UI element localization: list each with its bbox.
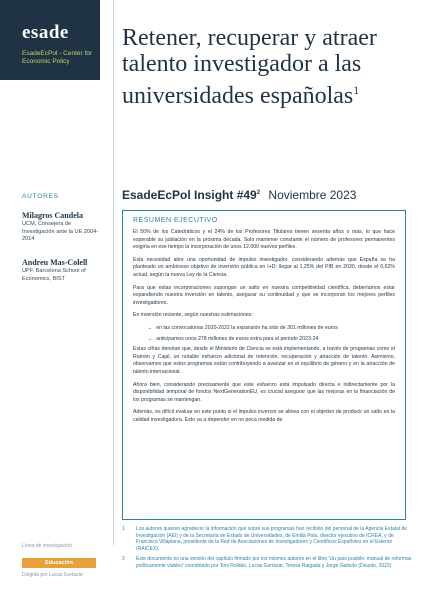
bullet-text: en las convocatorias 2020-2022 la expansión ha sido de 301 millones de euros [156, 324, 338, 331]
category-badge[interactable]: Educación [22, 558, 96, 568]
summary-paragraph: Estas cifras denotan que, desde el Ministerio de Ciencia se está implementando, a través de programas como el Ramón y Cajal, un notable esfuerzo adicional de retención, recuperación y atracción de talento. Asimismo, observamos que estos programas están contribuyendo a avanzar en el equilibrio de género y en la atracción de talento internacional. [133, 346, 395, 375]
summary-paragraph: Para que estas incorporaciones supongan un salto en nuestra competitividad científica, deberíamos estar expandiendo nuestra inversión en talento, asegurar su continuidad y que se incorporan los mejores perfiles investigadores. [133, 284, 395, 306]
author-item [22, 258, 100, 283]
author-name: Andreu Mas-Colell [22, 258, 88, 267]
publication-date: Noviembre 2023 [268, 188, 357, 202]
arrow-icon: → [147, 324, 153, 331]
series-name: EsadeEcPol Insight #49 [122, 188, 257, 202]
summary-bullet [133, 336, 395, 344]
summary-bullet [133, 325, 395, 333]
footnotes [122, 526, 412, 574]
author-item [22, 211, 100, 244]
series-line [122, 188, 412, 202]
summary-paragraph: Esta necesidad abre una oportunidad de impulso investigador, considerando además que España se ha planteado un ambicioso objetivo de inversión pública en I+D: llegar al 1,25% del PIB en 2030, desde el 0,62% actual, según la nueva Ley de la Ciencia. [133, 256, 395, 278]
footnote [122, 556, 412, 569]
summary-paragraph: Ahora bien, considerando precisamente que este esfuerzo está impulsado directa e indirectamente por la disponibilidad temporal de fondos NextGenerationEU, es crucial asegurar que las mejoras en la financiación de los programas se mantengan. [133, 381, 395, 403]
author-name: Milagros Candela [22, 211, 83, 220]
arrow-icon: → [147, 335, 153, 342]
esade-logo[interactable]: esade [22, 22, 69, 43]
authors-heading: AUTORES [22, 193, 59, 200]
series-footnote-ref[interactable]: 2 [256, 190, 261, 196]
column-divider [113, 0, 114, 545]
executive-summary-box [122, 210, 406, 520]
directed-by: Dirigida por Lucas Gortazar [22, 572, 84, 578]
logo-box [0, 0, 100, 80]
center-name: EsadeEcPol - Center for Economic Policy [22, 50, 93, 65]
summary-paragraph: El 50% de los Catedráticos y el 24% de los Profesores Titulares tienen sesenta años o más, lo que hace esperable su jubilación en la próxima década. Solo mantener constante el número de profesores permanentes exigiría en ese tiempo la incorporación de unos 12.000 nuevos perfiles. [133, 229, 395, 251]
footnote [122, 526, 412, 552]
author-affiliation: UCM, Consejera de Investigación ante la UE 2004-2014 [22, 221, 99, 242]
research-line-label: Línea de investigación [22, 543, 72, 549]
footnote-text: Los autores quieren agradecer la información que sobre sus programas han recibido del personal de la Agencia Estatal de Investigación (AEI) y de la Secretaría de Estado de Universidades, de Emilià Pola, director ejecutivo de ICREA, y de Francisco Villaplana, presidente de la Red de Asociaciones de Investigadores y Científicos Españoles en el Exterior (RAICEX). [136, 526, 408, 552]
title-footnote-ref[interactable]: 1 [353, 83, 360, 97]
bullet-text: anticipamos unos 278 millones de euros extra para el periodo 2023-24 [156, 335, 319, 342]
footnote-text: Este documento es una versión del capítulo firmado por los mismos autores en el libro 'Un país posible: manual de reformas políticamente viables' coordinado por Toni Roldán, Lucas Gortazar, Teresa Raigada y Jorge Galindo (Deusto, 2023) [136, 556, 412, 569]
author-affiliation: UPF, Barcelona School of Economics, BIST [22, 268, 86, 282]
footnote-number: 2 [122, 556, 125, 563]
summary-paragraph: Además, es difícil evaluar en este punto si el impulso inversor se alinea con el objetivo de producir un salto en la calidad investigadora. Esto va a depender en no poca medida de [133, 409, 395, 423]
page-title [122, 25, 412, 109]
sidebar [0, 0, 100, 600]
footnote-number: 1 [122, 526, 125, 532]
title-text: Retener, recuperar y atraer talento investigador a las universidades españolas [122, 25, 377, 109]
summary-paragraph: En inversión reciente, según nuestras estimaciones: [133, 312, 253, 319]
summary-heading: RESUMEN EJECUTIVO [133, 217, 218, 224]
